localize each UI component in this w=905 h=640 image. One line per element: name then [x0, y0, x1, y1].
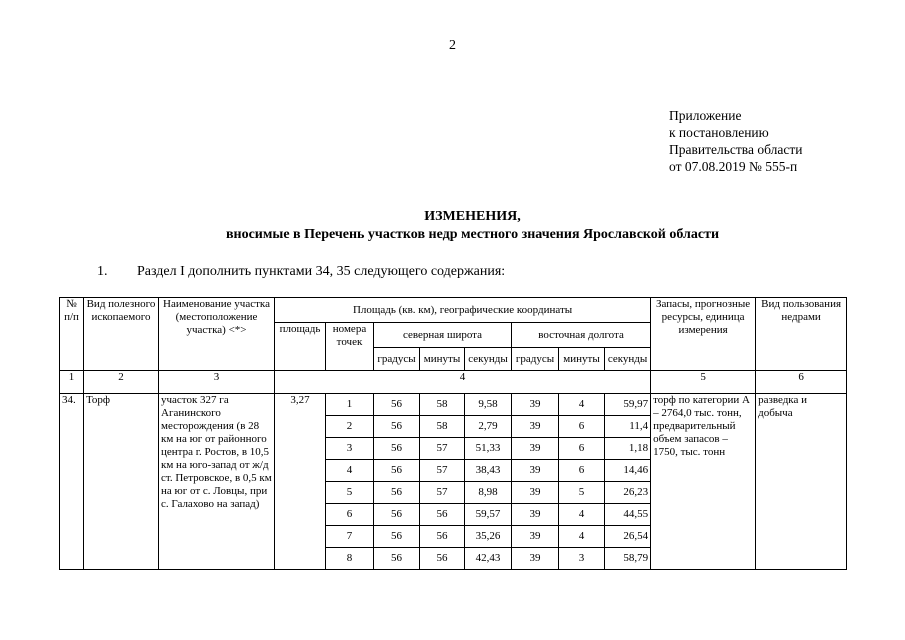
header-lon-deg: градусы [512, 348, 559, 371]
cell-lon-sec: 14,46 [605, 460, 651, 482]
cell-point: 4 [326, 460, 374, 482]
column-number: 3 [159, 371, 275, 394]
cell-lat-min: 58 [420, 416, 465, 438]
cell-lon-min: 4 [559, 526, 605, 548]
header-lat-deg: градусы [374, 348, 420, 371]
entry-area: 3,27 [275, 394, 326, 570]
header-reserves: Запасы, прогнозные ресурсы, единица измерения [651, 298, 756, 371]
entry-usage: разведка и добыча [756, 394, 847, 570]
cell-lon-min: 6 [559, 438, 605, 460]
cell-point: 7 [326, 526, 374, 548]
header-num: № п/п [60, 298, 84, 371]
header-lon: восточная долгота [512, 323, 651, 348]
cell-lat-deg: 56 [374, 460, 420, 482]
cell-lat-sec: 2,79 [465, 416, 512, 438]
cell-lat-deg: 56 [374, 504, 420, 526]
entry-reserves: торф по категории А – 2764,0 тыс. тонн, предварительный объем запасов – 1750, тыс. тонн [651, 394, 756, 570]
column-number: 4 [275, 371, 651, 394]
cell-lon-min: 5 [559, 482, 605, 504]
column-number: 5 [651, 371, 756, 394]
cell-lon-deg: 39 [512, 416, 559, 438]
entry-mineral: Торф [84, 394, 159, 570]
header-mineral: Вид полезного ископаемого [84, 298, 159, 371]
header-usage: Вид пользования недрами [756, 298, 847, 371]
cell-lon-min: 4 [559, 394, 605, 416]
appendix-line: Приложение [669, 108, 742, 123]
cell-lat-min: 58 [420, 394, 465, 416]
header-lon-sec: секунды [605, 348, 651, 371]
title-heading: ИЗМЕНЕНИЯ, [424, 209, 521, 224]
cell-lon-min: 6 [559, 416, 605, 438]
cell-lat-min: 56 [420, 526, 465, 548]
cell-lon-deg: 39 [512, 460, 559, 482]
cell-lat-sec: 35,26 [465, 526, 512, 548]
cell-lon-deg: 39 [512, 526, 559, 548]
cell-lon-deg: 39 [512, 504, 559, 526]
cell-point: 6 [326, 504, 374, 526]
item-number: 1. [97, 264, 108, 279]
document-title [0, 208, 905, 244]
cell-lat-deg: 56 [374, 394, 420, 416]
column-number: 2 [84, 371, 159, 394]
cell-lon-min: 6 [559, 460, 605, 482]
appendix-block [669, 107, 802, 175]
cell-lon-sec: 1,18 [605, 438, 651, 460]
cell-point: 3 [326, 438, 374, 460]
cell-lat-deg: 56 [374, 526, 420, 548]
cell-point: 5 [326, 482, 374, 504]
cell-lon-deg: 39 [512, 482, 559, 504]
cell-lon-deg: 39 [512, 394, 559, 416]
table-row [60, 394, 847, 416]
header-name: Наименование участка (местоположение участка) <*> [159, 298, 275, 371]
cell-point: 1 [326, 394, 374, 416]
cell-lat-sec: 59,57 [465, 504, 512, 526]
cell-lat-sec: 42,43 [465, 548, 512, 570]
item-paragraph [97, 264, 505, 280]
cell-lon-sec: 58,79 [605, 548, 651, 570]
header-points: номера точек [326, 323, 374, 371]
header-lon-min: минуты [559, 348, 605, 371]
cell-point: 8 [326, 548, 374, 570]
appendix-line: от 07.08.2019 № 555-п [669, 159, 798, 174]
cell-lat-sec: 8,98 [465, 482, 512, 504]
page-number: 2 [449, 38, 456, 53]
cell-lat-sec: 38,43 [465, 460, 512, 482]
appendix-line: Правительства области [669, 142, 803, 157]
cell-lat-deg: 56 [374, 548, 420, 570]
entry-name: участок 327 га Аганинского месторождения (в 28 км на юг от районного центра г. Ростов, в 10,5 км на юго-запад от ж/д ст. Петровское, в 0,5 км на юг от с. Ловцы, при с. Галахово на запад) [159, 394, 275, 570]
subsoil-table [59, 297, 847, 570]
cell-lon-sec: 11,4 [605, 416, 651, 438]
cell-point: 2 [326, 416, 374, 438]
cell-lat-min: 56 [420, 504, 465, 526]
cell-lon-sec: 44,55 [605, 504, 651, 526]
entry-number: 34. [60, 394, 84, 570]
header-lat: северная широта [374, 323, 512, 348]
cell-lat-min: 57 [420, 460, 465, 482]
cell-lon-deg: 39 [512, 438, 559, 460]
cell-lon-deg: 39 [512, 548, 559, 570]
header-area-coords: Площадь (кв. км), географические координаты [275, 298, 651, 323]
appendix-line: к постановлению [669, 125, 769, 140]
header-lat-min: минуты [420, 348, 465, 371]
cell-lat-min: 56 [420, 548, 465, 570]
cell-lon-min: 4 [559, 504, 605, 526]
cell-lon-sec: 59,97 [605, 394, 651, 416]
cell-lat-min: 57 [420, 438, 465, 460]
column-numbers-row [60, 371, 847, 394]
cell-lat-deg: 56 [374, 438, 420, 460]
table-body [60, 394, 847, 570]
header-row [60, 298, 847, 323]
cell-lat-sec: 9,58 [465, 394, 512, 416]
cell-lat-min: 57 [420, 482, 465, 504]
item-text: Раздел I дополнить пунктами 34, 35 следующего содержания: [137, 264, 506, 279]
cell-lat-sec: 51,33 [465, 438, 512, 460]
cell-lon-min: 3 [559, 548, 605, 570]
header-area: площадь [275, 323, 326, 371]
cell-lat-deg: 56 [374, 482, 420, 504]
column-number: 6 [756, 371, 847, 394]
header-lat-sec: секунды [465, 348, 512, 371]
column-number: 1 [60, 371, 84, 394]
cell-lon-sec: 26,23 [605, 482, 651, 504]
cell-lat-deg: 56 [374, 416, 420, 438]
cell-lon-sec: 26,54 [605, 526, 651, 548]
title-subheading: вносимые в Перечень участков недр местного значения Ярославской области [225, 227, 720, 242]
